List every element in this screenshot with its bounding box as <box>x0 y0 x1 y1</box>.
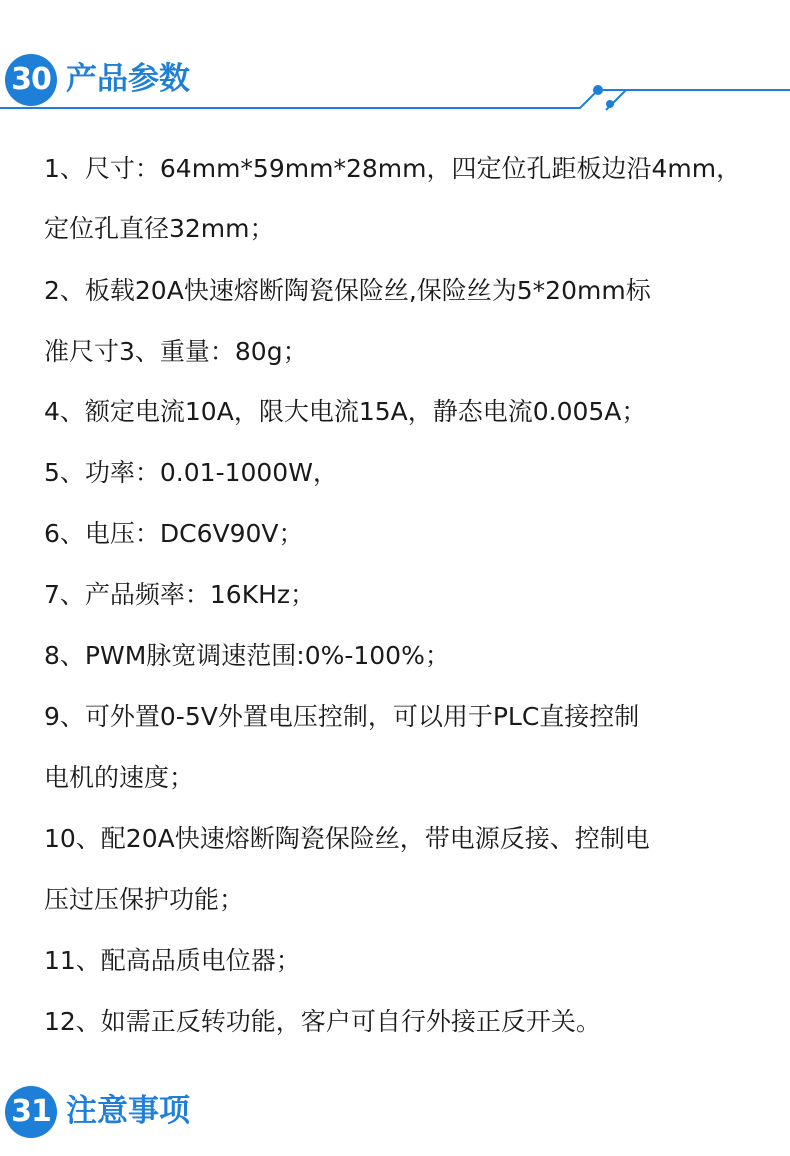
param-line: 12、如需正反转功能，客户可自行外接正反开关。 <box>44 1007 601 1036</box>
param-line: 7、产品频率：16KHz； <box>44 580 316 609</box>
section-header-notes <box>0 1086 790 1156</box>
param-line: 8、PWM脉宽调速范围:0%-100%； <box>44 641 450 670</box>
section-title: 产品参数 <box>66 61 190 97</box>
param-line: 11、配高品质电位器； <box>44 946 301 975</box>
param-line: 10、配20A快速熔断陶瓷保险丝，带电源反接、控制电 <box>44 824 650 853</box>
section-number-badge: 31 <box>5 1086 57 1138</box>
param-line: 4、额定电流10A，限大电流15A，静态电流0.005A； <box>44 397 647 426</box>
param-line: 压过压保护功能； <box>44 885 245 914</box>
param-line: 2、板载20A快速熔断陶瓷保险丝,保险丝为5*20mm标 <box>44 276 651 305</box>
section-title: 注意事项 <box>66 1093 190 1129</box>
param-line: 定位孔直径32mm； <box>44 214 275 243</box>
section-number-badge: 30 <box>5 54 57 106</box>
param-line: 准尺寸3、重量：80g； <box>44 337 308 366</box>
param-line: 电机的速度； <box>44 763 195 792</box>
param-line: 1、尺寸：64mm*59mm*28mm，四定位孔距板边沿4mm， <box>44 154 742 183</box>
param-line: 9、可外置0-5V外置电压控制，可以用于PLC直接控制 <box>44 702 640 731</box>
section-header-params <box>0 54 790 124</box>
header-divider-line <box>0 54 790 124</box>
param-line: 6、电压：DC6V90V； <box>44 519 304 548</box>
param-line: 5、功率：0.01-1000W， <box>44 458 338 487</box>
